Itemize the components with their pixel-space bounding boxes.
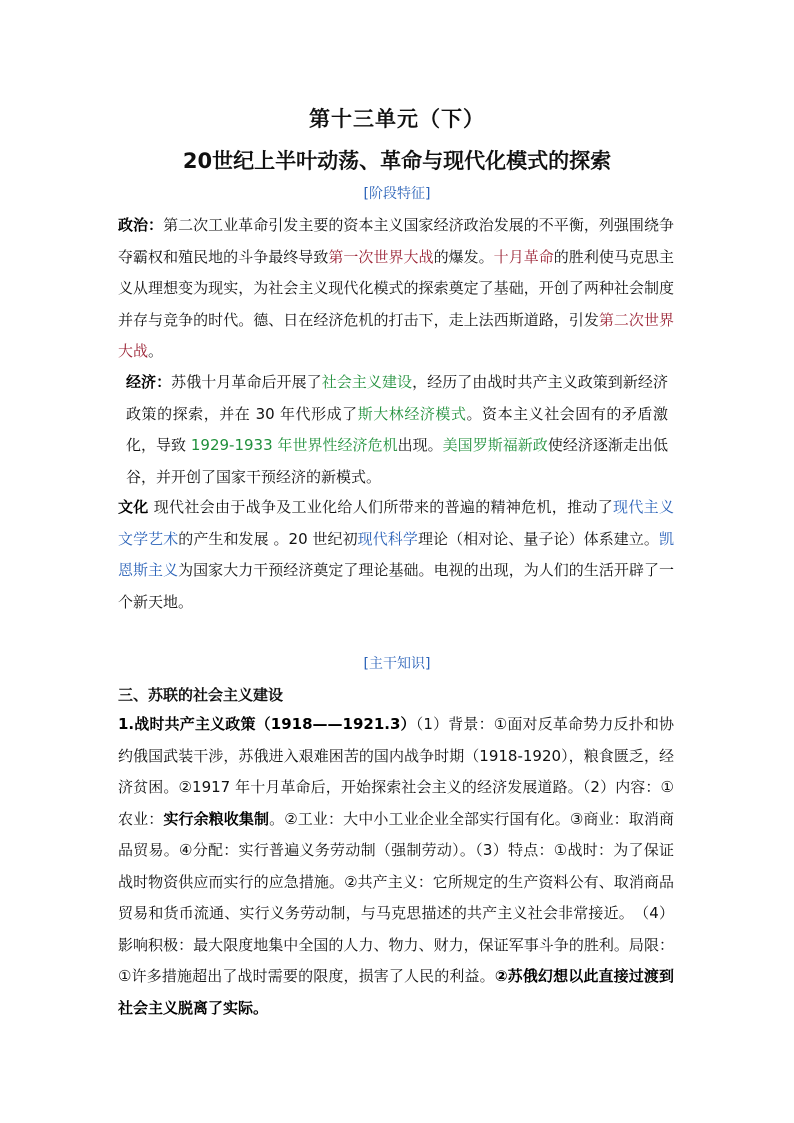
unit-subtitle: 20世纪上半叶动荡、革命与现代化模式的探索 — [182, 149, 612, 173]
culture-highlight-modernism: 现代主义文学艺术 — [118, 498, 674, 548]
economy-text-2: ，经历了由战时共产主义政策到新经济政策的探索，并在 30 年代形成了 — [126, 373, 668, 423]
culture-label: 文化 — [118, 498, 149, 516]
culture-text-2: 的产生和发展 。20 世纪初 — [178, 529, 358, 548]
economy-text-5: 使经济逐渐走出低谷，并开创了国家干预经济的新模式。 — [126, 436, 668, 486]
culture-highlight-modern-science: 现代科学 — [357, 529, 418, 548]
politics-text-1: 第二次工业革命引发主要的资本主义国家经济政治发展的不平衡，列强围绕争夺霸权和殖民地的斗争最终导致 — [118, 216, 674, 266]
unit-title: 第十三单元（下） — [309, 107, 485, 131]
war-communism-text-2: （2）内容：①农业： — [118, 778, 674, 828]
culture-text-4: 为国家大力干预经济奠定了理论基础。电视的出现，为人们的生活开辟了一个新天地。 — [118, 561, 674, 611]
war-communism-label: 1.战时共产主义政策（1918——1921.3） — [118, 715, 416, 733]
section-title-soviet-construction: 三、苏联的社会主义建设 — [118, 686, 284, 704]
section-header-main-knowledge: [主干知识] — [363, 656, 431, 672]
war-communism-bold-grain-requisition: 实行余粮收集制 — [163, 809, 270, 828]
economy-paragraph — [126, 367, 668, 493]
politics-text-4: 。 — [148, 342, 164, 360]
politics-text-3: 的胜利使马克思主义从理想变为现实，为社会主义现代化模式的探索奠定了基础，开创了两种社会制度并存与竞争的时代。德、日在经济危机的打击下，走上法西斯道路，引发 — [118, 247, 674, 329]
economy-text-1: 苏俄十月革命后开展了 — [171, 373, 322, 391]
politics-highlight-ww2: 第二次世界大战 — [118, 310, 674, 360]
politics-highlight-ww1: 第一次世界大战 — [328, 247, 434, 266]
economy-label: 经济： — [126, 373, 172, 391]
economy-text-3: 。资本主义社会固有的矛盾激化，导致 — [126, 404, 668, 454]
war-communism-bold-conclusion: ②苏俄幻想以此直接过渡到社会主义脱离了实际。 — [118, 967, 675, 1017]
economy-highlight-socialist-construction: 社会主义建设 — [321, 373, 413, 391]
war-communism-text-1: （1）背景：①面对反革命势力反扑和协约俄国武装干涉，苏俄进入艰难困苦的国内战争时期（1918-1920），粮食匮乏，经济贫困。②1917 年十月革命后，开始探索社会主义的经济发展道路。 — [118, 715, 674, 796]
economy-text-4: 出现。 — [397, 436, 443, 454]
culture-text-1: 现代社会由于战争及工业化给人们所带来的普遍的精神危机，推动了 — [148, 498, 614, 516]
politics-paragraph — [118, 210, 674, 368]
economy-highlight-new-deal: 美国罗斯福新政 — [442, 436, 548, 454]
war-communism-text-3: 。②工业：大中小工业企业全部实行国有化。③商业：取消商品贸易。④分配：实行普遍义务劳动制（强制劳动）。（3）特点：①战时：为了保证战时物资供应而实行的应急措施。②共产主义：它所规定的生产资料公有、取消商品贸易和货币流通、实行义务劳动制，与马克思描述的共产主义社会非常接近。 （4）影响积极：最大限度地集中全国的人力、物力、财力，保证军事斗争的胜利。局限：①许多措施超出了战时需要的限度，损害了人民的利益。 — [118, 809, 674, 985]
politics-text-2: 的爆发。 — [433, 247, 494, 266]
culture-highlight-keynesianism: 凯恩斯主义 — [118, 529, 674, 579]
economy-highlight-great-depression: 1929-1933 年世界性经济危机 — [190, 436, 398, 454]
culture-text-3: 理论（相对论、量子论）体系建立。 — [417, 529, 659, 548]
politics-highlight-october-revolution: 十月革命 — [493, 247, 554, 266]
politics-label: 政治： — [118, 216, 164, 234]
economy-highlight-stalin-model: 斯大林经济模式 — [357, 404, 467, 423]
section-header-stage-features: [阶段特征] — [363, 186, 431, 202]
war-communism-paragraph — [118, 709, 674, 1024]
culture-paragraph — [118, 492, 674, 618]
